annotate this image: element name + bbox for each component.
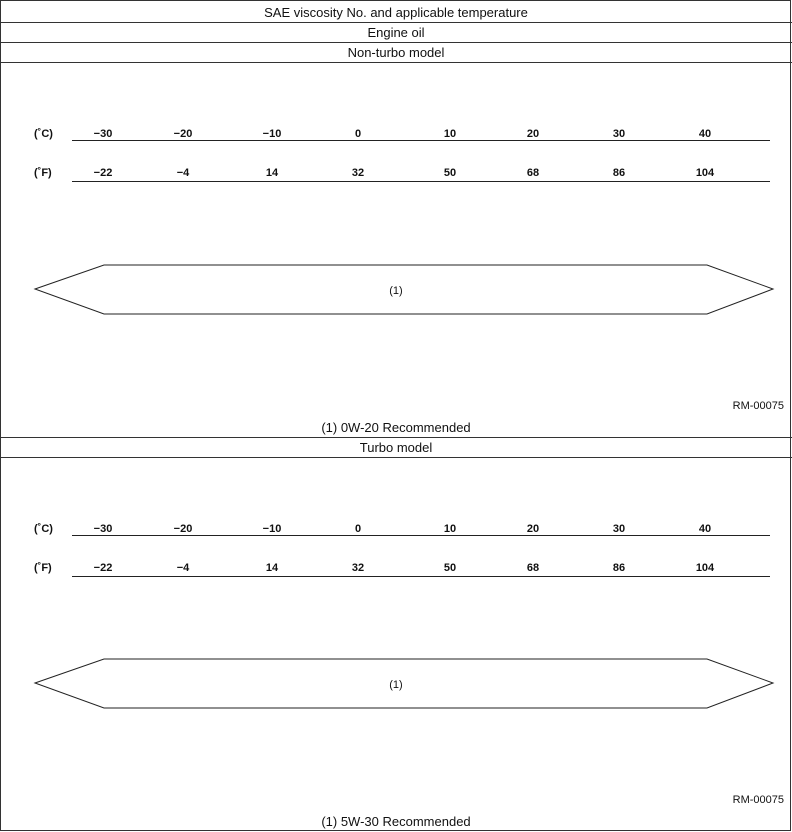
fahrenheit-tick: −22 xyxy=(93,167,113,179)
celsius-tick: 30 xyxy=(612,128,626,140)
section-turbo xyxy=(0,458,792,832)
celsius-tick: 40 xyxy=(698,128,712,140)
celsius-tick: 40 xyxy=(698,523,712,535)
celsius-tick: 10 xyxy=(443,128,457,140)
fahrenheit-scale xyxy=(0,167,792,187)
celsius-axis-line xyxy=(72,535,770,536)
figure-ref-code: RM-00075 xyxy=(732,794,784,806)
fahrenheit-tick: −22 xyxy=(93,562,113,574)
celsius-unit: (˚C) xyxy=(34,128,53,140)
fahrenheit-tick: 32 xyxy=(351,562,365,574)
table-subtitle: Engine oil xyxy=(0,23,792,43)
celsius-scale xyxy=(0,128,792,148)
celsius-tick: 0 xyxy=(354,523,362,535)
fahrenheit-tick: −4 xyxy=(176,562,190,574)
fahrenheit-tick: 14 xyxy=(265,562,279,574)
fahrenheit-tick: 50 xyxy=(443,562,457,574)
fahrenheit-tick: 68 xyxy=(526,167,540,179)
celsius-tick: 0 xyxy=(354,128,362,140)
celsius-tick: −30 xyxy=(93,128,113,140)
celsius-scale xyxy=(0,523,792,543)
fahrenheit-unit: (˚F) xyxy=(34,167,52,179)
fahrenheit-axis-line xyxy=(72,181,770,182)
fahrenheit-tick: −4 xyxy=(176,167,190,179)
fahrenheit-tick: 68 xyxy=(526,562,540,574)
recommendation-caption: (1) 5W-30 Recommended xyxy=(321,814,471,829)
fahrenheit-unit: (˚F) xyxy=(34,562,52,574)
figure-ref-code: RM-00075 xyxy=(732,400,784,412)
section-heading-non-turbo: Non-turbo model xyxy=(0,43,792,63)
table-title: SAE viscosity No. and applicable temperature xyxy=(0,3,792,23)
section-heading-turbo: Turbo model xyxy=(0,438,792,458)
fahrenheit-tick: 14 xyxy=(265,167,279,179)
fahrenheit-tick: 86 xyxy=(612,167,626,179)
celsius-tick: −20 xyxy=(173,523,193,535)
fahrenheit-scale xyxy=(0,562,792,582)
celsius-tick: 10 xyxy=(443,523,457,535)
celsius-tick: 20 xyxy=(526,523,540,535)
celsius-tick: 20 xyxy=(526,128,540,140)
band-label: (1) xyxy=(389,679,403,691)
celsius-tick: 30 xyxy=(612,523,626,535)
section-non-turbo xyxy=(0,63,792,437)
celsius-tick: −30 xyxy=(93,523,113,535)
fahrenheit-tick: 104 xyxy=(695,562,715,574)
celsius-tick: −20 xyxy=(173,128,193,140)
celsius-tick: −10 xyxy=(262,523,282,535)
celsius-tick: −10 xyxy=(262,128,282,140)
fahrenheit-tick: 104 xyxy=(695,167,715,179)
fahrenheit-tick: 86 xyxy=(612,562,626,574)
celsius-axis-line xyxy=(72,140,770,141)
recommendation-caption: (1) 0W-20 Recommended xyxy=(321,420,471,435)
celsius-unit: (˚C) xyxy=(34,523,53,535)
fahrenheit-tick: 32 xyxy=(351,167,365,179)
fahrenheit-axis-line xyxy=(72,576,770,577)
fahrenheit-tick: 50 xyxy=(443,167,457,179)
band-label: (1) xyxy=(389,285,403,297)
